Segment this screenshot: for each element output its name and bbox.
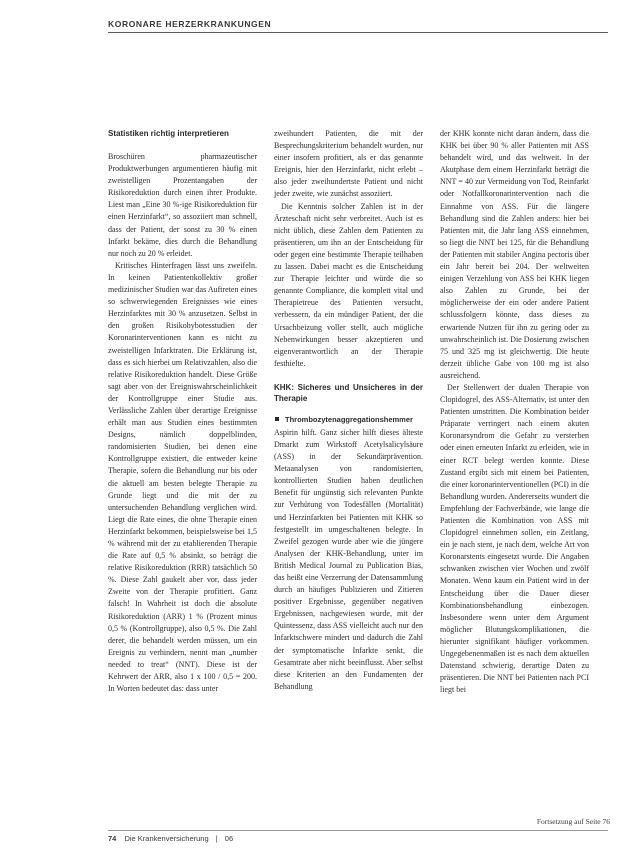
subheading (274, 414, 423, 425)
subheading-text: Thrombozytenaggregationshemmer (285, 414, 413, 424)
paragraph: Die Kenntnis solcher Zahlen ist in der Ärzteschaft nicht sehr verbreitet. Auch ist es nicht üblich, diese Zahlen dem Patienten zu präsentieren, um ihn an der Entscheidung für oder gegen eine bestimmte Therapie teilhaben zu lassen. Dabei macht es die Entscheidung zur Therapie leichter und würde die so genannte Compliance, die komplett vital und Therapietreue des Patienten versucht, verbessern, da ein mündiger Patient, der die Ursachbeizung voller stellt, auch mögliche Nebenwirkungen besser akzeptieren und eigenverantwortlich an der Therapie festhielte. (274, 201, 423, 368)
publication-name: Die Krankenversicherung (124, 834, 209, 843)
footer-separator: | (215, 834, 218, 843)
paragraph: Broschüren pharmazeutischer Produktwerbungen argumentieren häufig mit zweistelligen Prozentangaben der Risikoreduktion durch einen ihrer Produkte. Liest man „Eine 30 %-ige Risikoreduktion für einen Herzinfarkt“, so assoziiert man schnell, dass der Patient, der sonst zu 30 % einen Infarkt bekäme, dies durch die Behandlung nur noch zu 20 % erleidet. (108, 152, 257, 258)
page-header (108, 19, 608, 29)
page-footer (108, 834, 233, 843)
section-heading-khk: KHK: Sicheres und Unsicheres in der Therapie (274, 382, 423, 403)
continued-note: Fortsetzung auf Seite 76 (536, 817, 610, 826)
page-number: 74 (108, 834, 117, 843)
text-column-3 (440, 128, 589, 696)
paragraph: der KHK konnte nicht daran ändern, dass die KHK bei über 90 % aller Patienten mit ASS behandelt wird, und das weltweit. In der Akutphase dem einem Herzinfarkt beträgt die NNT = 40 zur Vermeidung von Tod, Reinfarkt oder Notfallkoronarintervention nach die Einnahme von ASS. Für die längere Behandlung sind die Zahlen anders: hier bei Patienten mit, die Jahr lang ASS einnehmen, so liegt die NNT bei 125, für die Behandlung der Patienten mit stabiler Angina pectoris über ein Jahr bereit bei 204. Der weltweiten einigen Verzehlung von ASS bei KHK liegen also Zahlen zu Grunde, bei der möglicherweise der ein oder andere Patient schlussfolgern könnte, dass dieses zu erwartende Nutzen für ihn zu gering oder zu unwahrscheinlich ist. Die Dosierung zwischen 75 und 325 mg ist gleichwertig. Die heute derzeit übliche Gabe von 100 mg ist also ausreichend. (440, 129, 589, 380)
paragraph: Kritisches Hinterfragen lässt uns zweifeln. In keinen Patientenkollektiv großer medizinischer Studien war das Auftreten eines so schwerwiegenden Ereignisses wie eines Herzinfarktes mit 30 % anzusetzen. Selbst in den großen Risikohybotesstudien der Koronarinterventionen kann es nicht zu zweistelligen Infarktraten. Die Erklärung ist, dass es sich hierbei um Relativzahlen, also die relative Risikoreduktion handelt. Diese Größe sagt aber von der Ereigniswahrscheinlichkeit der Kontrollgruppe einer Studie aus. Verlässliche Zahlen über derartige Ereignisse erhält man aus Studien eines bestimmten Designs, nämlich doppelblinden, randomisierten Studien, bei denen eine Kontrollgruppe existiert, die entweder keine Therapie, sofern die Behandlung nur bis oder die aktuell am besten belegte Therapie zu Grunde liegt und die mit der zu untersuchenden Behandlung verglichen wird. Liegt die Rate eines, die ohne Therapie einen Herzinfarkt bekommen, beispielsweise bei 1,5 % während mit der zu etablierenden Therapie die Rate auf 0,5 % absinkt, so beträgt die relative Risikoreduktion (RRR) tatsächlich 50 %. Diese Zahl gaukelt aber vor, dass jeder Zweite von der Therapie profitiert. Ganz falsch! In Wahrheit ist doch die absolute Risikoreduktion (ARR) 1 % (Prozent minus 0,5 % (Kontrollgruppe), also 0,5 %. Die Zahl derer, die behandelt werden müssen, um ein Ereignis zu verhindern, nennt man „number needed to treat“ (NNT). Diese ist der Kehrwert der ARR, also 1 x 100 / 0,5 = 200. In Worten bedeutet das: dass unter (108, 260, 257, 694)
paragraph: zweihundert Patienten, die mit der Besprechungskriterium behandelt wurden, nur einer insofern profitiert, als er das genannte Ereignis, hier den Herzinfarkt, nicht erlebt – also jeder zweihundertste Patient und nicht jeder zweite, wie zunächst assoziiert. (274, 129, 423, 199)
square-bullet-icon (275, 417, 279, 421)
issue-number: 06 (224, 834, 234, 843)
section-heading-statistics: Statistiken richtig interpretieren (108, 129, 229, 138)
footer-rule (108, 830, 608, 831)
paragraph: Aspirin hilft. Ganz sicher hilft dieses älteste Dmarkt zum Wirkstoff Acetylsalicylsäure (ASS) in der Sekundärprävention. Metaanalysen von randomisierten, kontrollierten Studien haben deutlichen Benefit für ungünstig sich relevanten Punkte zur Verhütung von Todesfällen (Mortalität) und Herzinfarkten bei Patienten mit KHK so festgestellt im umgeschaltenen belegte. In Zweifel gezogen wurde aber wie die jüngere Analysen der KHK-Behandlung, unter im British Medical Journal zu Publication Bias, das heißt eine Verzerrung der Datensammlung durch an häufiges Publizieren und Zitieren positiver Ergebnisse, gegenüber negativen Ergebnissen, nachgewiesen wurde, mit der Quintessenz, dass ASS vielleicht auch nur den Infarktschwere mindert und dadurch die Zahl der symptomatische Infarkte senkt, die Gesamtrate aber nicht beeinflusst. Aber selbst diese Kriterien an den Fundamenten der Behandlung (274, 427, 423, 691)
text-column-2 (274, 128, 423, 693)
text-column-1 (108, 128, 257, 695)
section-title: KORONARE HERZERKRANKUNGEN (108, 19, 272, 29)
header-rule (108, 32, 608, 33)
paragraph: Der Stellenwert der dualen Therapie von Clopidogrel, des ASS-Alternativ, ist unter den Patienten umstritten. Die Kombination beider Präparate verringert nach einem akuten Koronarsyndrom die Gefahr zu versterben oder einen erneuten Infarkt zu erleiden, wie in einer RCT belegt werden konnte. Diese Zustand ergibt sich mit einem bei Patienten, die einer koronarinterventionellen (PCI) in die Behandlung wurden. Andererseits wundert die Empfehlung der Fachverbände, wie lange die Patienten die Kombination von ASS mit Clopidogrel einnehmen sollen, ein Zeitlang, ein je nach stent, je nach dem, welche Art von Koronarstents eingesetzt wurde. Die Angaben schwanken zwischen vier Wochen und zwölf Monaten. Wenn kaum ein Patient wird in der Entscheidung über die Dauer dieser Kombinationsbehandlung einbezogen. Insbesondere wenn unter dem Argument möglicher Blutungskomplikationen, die hierunter signifikant häufiger vorkommen. Ungegebenenmaßen ist es nach dem aktuellen Datenstand schwierig, derartige Daten zu präsentieren. Die NNT bei Patienten nach PCI liegt bei (440, 382, 589, 695)
